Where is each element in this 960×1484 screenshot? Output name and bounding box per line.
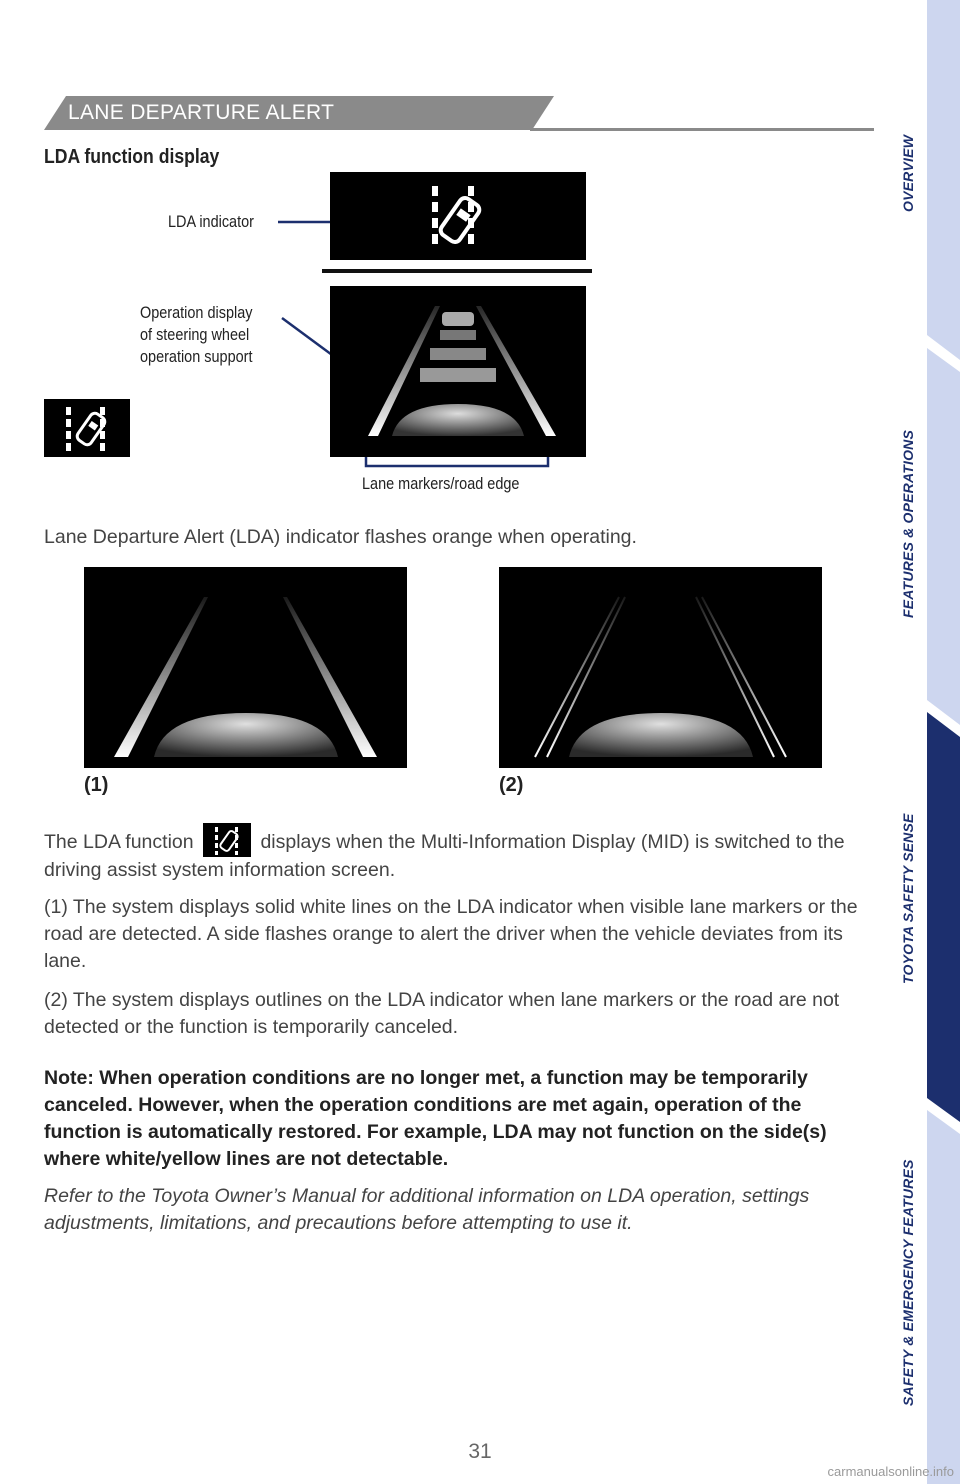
flash-paragraph: Lane Departure Alert (LDA) indicator flashes orange when operating.	[44, 526, 637, 548]
lda-car-icon	[203, 823, 251, 857]
lda-indicator-label: LDA indicator	[168, 212, 254, 231]
operation-display-label-1: Operation display	[140, 303, 253, 322]
function-paragraph	[44, 829, 880, 884]
watermark: carmanualsonline.info	[827, 1464, 954, 1479]
lane-display-graphic	[330, 286, 586, 457]
operation-display-panel	[330, 286, 586, 457]
figure-2-label: (2)	[499, 774, 524, 796]
sidebar-tabs	[927, 0, 960, 1484]
sidebar-tab-features-operations[interactable]: FEATURES & OPERATIONS	[900, 429, 916, 618]
figure-2-outline-lines	[499, 567, 822, 768]
sidebar-tab-overview[interactable]: OVERVIEW	[900, 134, 916, 212]
header-title: LANE DEPARTURE ALERT	[68, 101, 335, 124]
refer-paragraph: Refer to the Toyota Owner’s Manual for additional information on LDA operation, settings adjustments, limitations, and precautions before attempting to use it.	[44, 1185, 810, 1234]
figure-1-solid-lines	[84, 567, 407, 768]
section-title: LDA function display	[44, 146, 220, 168]
note-paragraph: Note: When operation conditions are no longer met, a function may be temporarily canceled. However, when the operation conditions are met again, operation of the function is automatically restored. For example, LDA may not function on the side(s) where white/yellow lines are not detectable.	[44, 1067, 827, 1170]
lda-car-icon	[44, 399, 130, 457]
sidebar-tab-toyota-safety-sense[interactable]: TOYOTA SAFETY SENSE	[900, 813, 916, 984]
lda-small-icon-panel	[44, 399, 130, 457]
lda-indicator-panel	[330, 172, 586, 260]
function-paragraph-start: The LDA function	[44, 831, 194, 854]
function-paragraph-end: displays when the Multi-Information Display (MID) is switched to the driving assist system information screen.	[44, 831, 845, 881]
lda-car-icon	[330, 172, 586, 260]
lane-markers-label: Lane markers/road edge	[362, 474, 520, 493]
operation-display-label-2: of steering wheel	[140, 325, 250, 344]
operation-display-label-3: operation support	[140, 347, 253, 366]
page-number: 31	[468, 1440, 492, 1463]
figure-1-label: (1)	[84, 774, 109, 796]
item-1-paragraph: (1) The system displays solid white lines on the LDA indicator when visible lane markers or the road are detected. A side flashes orange to alert the driver when the vehicle deviates from its lane.	[44, 896, 858, 972]
sidebar-tab-safety-emergency[interactable]: SAFETY & EMERGENCY FEATURES	[900, 1159, 916, 1406]
item-2-paragraph: (2) The system displays outlines on the LDA indicator when lane markers or the road are not detected or the function is temporarily canceled.	[44, 989, 840, 1038]
